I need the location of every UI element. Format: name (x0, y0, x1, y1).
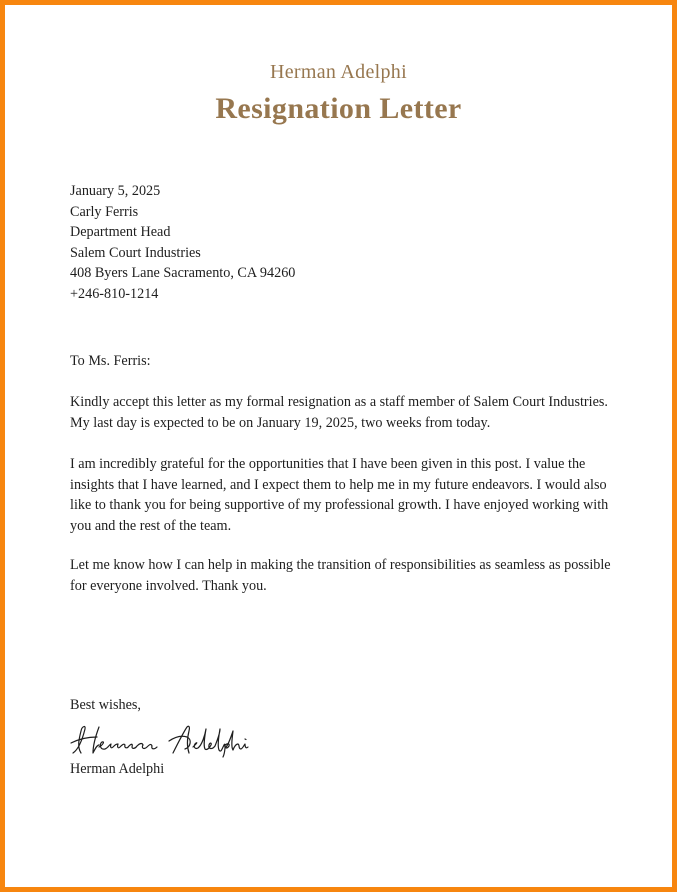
recipient-position: Department Head (70, 224, 171, 240)
salutation: To Ms. Ferris: (70, 353, 151, 369)
author-name: Herman Adelphi (270, 61, 407, 83)
page-title: Resignation Letter (215, 92, 462, 125)
sign-off: Best wishes, (70, 697, 141, 713)
paragraph-1: Kindly accept this letter as my formal resignation as a staff member of Salem Court Industries. My last day is expected to be on January 19, 2025, two weeks from today. (70, 394, 608, 431)
recipient-name: Carly Ferris (70, 203, 139, 220)
recipient-address: 408 Byers Lane Sacramento, CA 94260 (70, 265, 296, 281)
handwritten-signature (69, 723, 259, 759)
recipient-phone: +246-810-1214 (70, 285, 159, 302)
paragraph-3: Let me know how I can help in making the transition of responsibilities as seamless as possible for everyone involved. Thank you. (70, 557, 611, 594)
signed-name: Herman Adelphi (70, 761, 165, 777)
letter-header (5, 61, 672, 126)
letter-date: January 5, 2025 (70, 183, 161, 199)
recipient-block (70, 181, 620, 304)
paragraph-2: I am incredibly grateful for the opportunities that I have been given in this post. I value the insights that I have learned, and I expect them to help me in my future endeavors. I would also like to thank you for being supportive of my professional growth. I have enjoyed working with you and the rest of the team. (70, 456, 609, 534)
recipient-company: Salem Court Industries (70, 244, 201, 261)
